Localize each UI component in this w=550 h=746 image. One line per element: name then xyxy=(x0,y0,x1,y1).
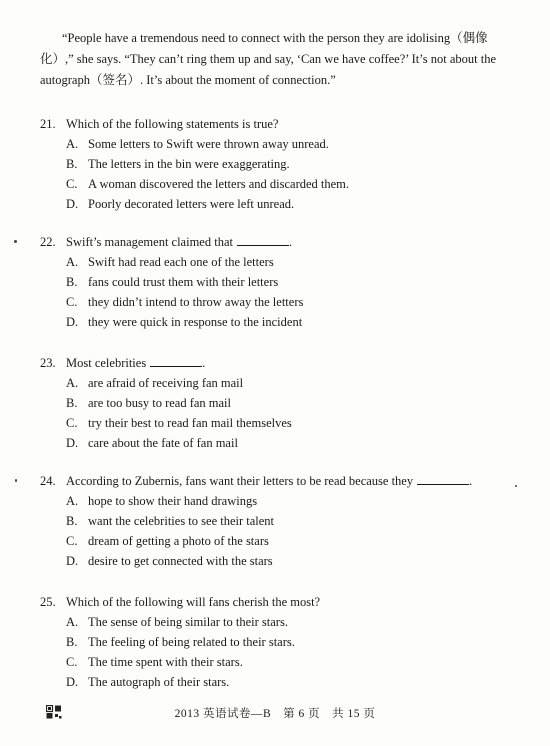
stem-end: . xyxy=(288,235,293,249)
option-letter: D. xyxy=(66,436,79,450)
option-text: are too busy to read fan mail xyxy=(88,396,232,410)
option-c xyxy=(40,531,510,551)
option-letter: C. xyxy=(66,534,78,548)
option-b xyxy=(40,272,510,292)
scan-speck xyxy=(515,485,517,487)
option-letter: D. xyxy=(66,675,79,689)
option-d xyxy=(40,312,510,332)
question-text: Which of the following statements is true? xyxy=(66,117,279,131)
question-23 xyxy=(40,353,510,453)
option-text: The autograph of their stars. xyxy=(88,675,230,689)
option-text: Poorly decorated letters were left unread. xyxy=(88,197,295,211)
option-letter: D. xyxy=(66,197,79,211)
question-22 xyxy=(40,232,510,332)
option-c xyxy=(40,652,510,672)
option-c xyxy=(40,174,510,194)
stem-end: . xyxy=(202,356,206,370)
option-text: The feeling of being related to their stars. xyxy=(88,635,295,649)
option-b xyxy=(40,632,510,652)
question-21 xyxy=(40,114,510,214)
option-letter: B. xyxy=(66,157,78,171)
option-letter: C. xyxy=(66,416,78,430)
option-letter: C. xyxy=(66,295,78,309)
option-text: The sense of being similar to their stars. xyxy=(88,615,288,629)
option-letter: A. xyxy=(66,137,79,151)
question-stem xyxy=(40,471,510,491)
question-text: Which of the following will fans cherish the most? xyxy=(66,595,321,609)
option-letter: C. xyxy=(66,655,78,669)
option-text: hope to show their hand drawings xyxy=(88,494,258,508)
question-stem xyxy=(40,114,510,134)
answer-blank xyxy=(150,354,202,367)
option-d xyxy=(40,194,510,214)
option-a xyxy=(40,134,510,154)
option-letter: C. xyxy=(66,177,78,191)
question-text: Swift’s management claimed that xyxy=(66,235,233,249)
stem-end: . xyxy=(469,474,473,488)
footer-page-info: 2013 英语试卷—B 第 6 页 共 15 页 xyxy=(174,708,376,720)
question-number: 23. xyxy=(40,356,56,370)
option-a xyxy=(40,373,510,393)
option-letter: A. xyxy=(66,376,79,390)
option-d xyxy=(40,672,510,692)
option-letter: D. xyxy=(66,554,79,568)
option-d xyxy=(40,551,510,571)
answer-blank xyxy=(417,472,469,485)
question-stem xyxy=(40,592,510,612)
question-number: 21. xyxy=(40,117,56,131)
option-c xyxy=(40,413,510,433)
option-text: dream of getting a photo of the stars xyxy=(88,534,269,548)
option-a xyxy=(40,252,510,272)
question-number: 22. xyxy=(40,235,56,249)
option-text: The letters in the bin were exaggerating. xyxy=(88,157,290,171)
answer-blank xyxy=(237,233,289,246)
option-b xyxy=(40,154,510,174)
option-letter: A. xyxy=(66,615,79,629)
option-letter: B. xyxy=(66,396,78,410)
option-letter: D. xyxy=(66,315,79,329)
option-a xyxy=(40,491,510,511)
option-letter: A. xyxy=(66,494,79,508)
option-text: they were quick in response to the incident xyxy=(88,315,303,329)
question-stem xyxy=(40,353,510,373)
option-letter: B. xyxy=(66,514,78,528)
scan-speck xyxy=(14,240,17,243)
option-text: The time spent with their stars. xyxy=(88,655,243,669)
option-text: A woman discovered the letters and discarded them. xyxy=(88,177,350,191)
option-b xyxy=(40,393,510,413)
option-text: Swift had read each one of the letters xyxy=(88,255,274,269)
question-number: 24. xyxy=(40,474,56,488)
option-letter: A. xyxy=(66,255,79,269)
option-letter: B. xyxy=(66,275,78,289)
passage-paragraph xyxy=(40,28,510,91)
option-text: are afraid of receiving fan mail xyxy=(88,376,244,390)
page-footer xyxy=(0,704,550,722)
option-text: care about the fate of fan mail xyxy=(88,436,238,450)
option-letter: B. xyxy=(66,635,78,649)
question-24 xyxy=(40,471,510,571)
question-stem xyxy=(40,232,510,252)
scan-speck xyxy=(15,479,17,482)
option-text: fans could trust them with their letters xyxy=(88,275,279,289)
option-c xyxy=(40,292,510,312)
option-text: want the celebrities to see their talent xyxy=(88,514,275,528)
passage-text: “People have a tremendous need to connect with the person they are idolising（偶像化）,” she says. “They can’t ring them up and say, ‘Can we have coffee?’ It’s not about the autograph（签名）. It’s about the moment of connection.” xyxy=(40,31,496,87)
option-text: they didn’t intend to throw away the letters xyxy=(88,295,304,309)
question-25 xyxy=(40,592,510,692)
option-b xyxy=(40,511,510,531)
option-text: desire to get connected with the stars xyxy=(88,554,273,568)
question-text: According to Zubernis, fans want their letters to be read because they xyxy=(66,474,414,488)
option-text: try their best to read fan mail themselves xyxy=(88,416,292,430)
option-d xyxy=(40,433,510,453)
option-text: Some letters to Swift were thrown away unread. xyxy=(88,137,329,151)
option-a xyxy=(40,612,510,632)
question-text: Most celebrities xyxy=(66,356,147,370)
question-number: 25. xyxy=(40,595,56,609)
